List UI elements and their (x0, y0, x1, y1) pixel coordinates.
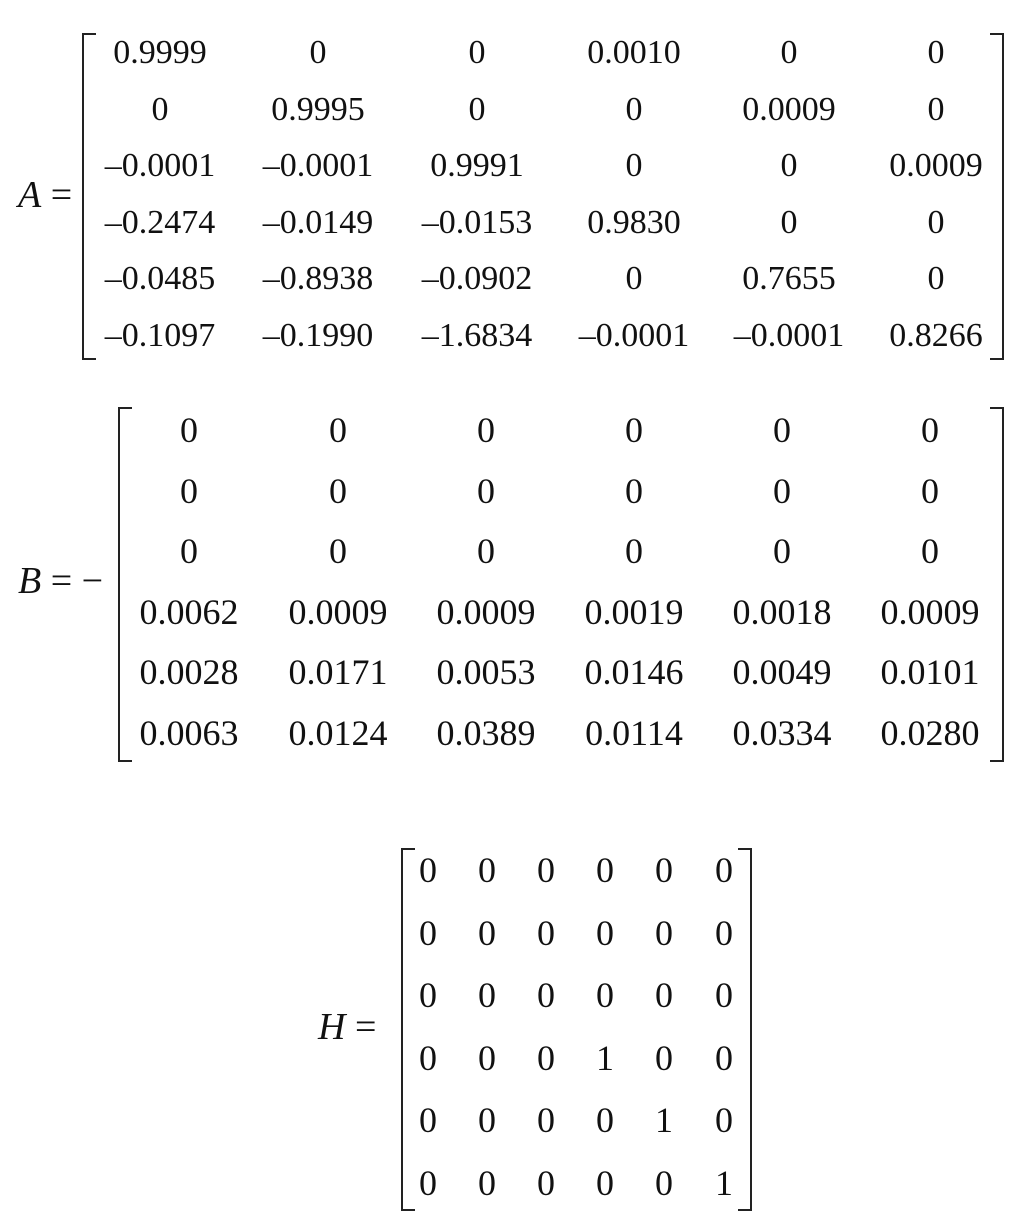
matrix-a-left-bracket (82, 33, 96, 360)
matrix-a-cell: 0 (625, 90, 643, 128)
matrix-h-cell: 0 (715, 912, 733, 953)
matrix-h-cell: 0 (715, 1100, 733, 1140)
matrix-b-cell: 0 (180, 531, 198, 571)
matrix-a-cell: 0.9830 (587, 203, 681, 241)
matrix-a-cell: –0.0485 (104, 260, 216, 297)
matrix-h-cell: 0 (537, 850, 555, 890)
matrix-a-cell: –0.1097 (104, 316, 216, 354)
matrix-b-cell: 0 (773, 470, 791, 511)
matrix-b-cell: 0 (625, 531, 643, 571)
matrix-a-cell: 0 (151, 90, 169, 128)
matrix-h-cell: 0 (478, 1162, 496, 1203)
matrix-b-cell: 0.0028 (139, 652, 239, 692)
matrix-b-cell: 0 (625, 470, 643, 511)
matrix-h-cell: 0 (478, 1100, 496, 1140)
matrix-h-cell: 1 (655, 1100, 673, 1140)
matrix-a-cell: 0 (780, 34, 798, 71)
matrix-h-cell: 0 (537, 1100, 555, 1140)
matrix-h-cell: 0 (715, 850, 733, 890)
matrix-a-cell: 0 (780, 203, 798, 241)
matrix-h-cell: 0 (537, 912, 555, 953)
matrix-h-cell: 0 (478, 975, 496, 1015)
matrix-h-cell: 0 (419, 1162, 437, 1203)
matrix-a-cell: –0.8938 (262, 260, 374, 297)
matrix-a-cell: –0.0902 (421, 260, 533, 297)
matrix-b-equals: = − (41, 560, 104, 602)
matrix-h-equals: = (345, 1006, 377, 1048)
matrix-b-cell: 0 (477, 410, 495, 450)
matrix-h-right-bracket (738, 848, 752, 1211)
matrix-b-cell: 0 (921, 470, 939, 511)
matrix-h-cell: 0 (478, 912, 496, 953)
matrix-a-cell: 0.7655 (742, 260, 836, 297)
matrix-a-cell: 0 (927, 34, 945, 71)
matrix-b-cell: 0 (921, 410, 939, 450)
matrix-b-right-bracket (990, 407, 1004, 762)
matrix-b-cell: 0.0019 (584, 591, 684, 632)
matrix-b-cell: 0.0018 (732, 591, 832, 632)
matrix-b-cell: 0.0124 (288, 712, 388, 753)
matrix-h-cell: 0 (655, 912, 673, 953)
matrix-b-label (18, 562, 103, 600)
matrix-a-cell: –0.0001 (733, 316, 845, 354)
matrix-h-name: H (318, 1006, 346, 1048)
matrix-b-cell: 0 (625, 410, 643, 450)
matrix-b-cell: 0 (773, 531, 791, 571)
matrix-a-cell: –0.0001 (104, 147, 216, 184)
matrix-a-equals: = (41, 174, 73, 216)
matrix-b-cell: 0 (329, 470, 347, 511)
matrix-a-cell: 0.9991 (430, 147, 524, 184)
matrix-b-name: B (18, 560, 42, 602)
matrix-a-cell: 0 (468, 90, 486, 128)
matrix-b-cell: 0.0062 (139, 591, 239, 632)
matrix-h-cell: 0 (596, 1162, 614, 1203)
matrix-a-cell: 0 (927, 260, 945, 297)
matrix-b-cell: 0 (180, 410, 198, 450)
matrix-a-label (18, 176, 72, 214)
matrix-h-cell: 0 (478, 850, 496, 890)
matrix-b-cell: 0 (921, 531, 939, 571)
matrix-h-cell: 0 (419, 850, 437, 890)
matrix-b-cell: 0.0146 (584, 652, 684, 692)
matrix-h-cell: 0 (715, 975, 733, 1015)
matrix-b-cell: 0.0009 (288, 591, 388, 632)
matrix-b-cell: 0 (477, 470, 495, 511)
matrix-b-cell: 0 (477, 531, 495, 571)
matrix-a-cell: –0.0149 (262, 203, 374, 241)
matrix-b-cell: 0 (329, 410, 347, 450)
matrix-h-cell: 0 (478, 1037, 496, 1078)
matrix-b-cell: 0.0171 (288, 652, 388, 692)
matrix-h-cell: 0 (537, 975, 555, 1015)
matrix-b-cell: 0 (773, 410, 791, 450)
matrix-h-label (318, 1008, 376, 1046)
matrix-a-cell: 0 (468, 34, 486, 71)
matrix-b-cell: 0.0063 (139, 712, 239, 753)
matrix-a-cell: –0.0001 (262, 147, 374, 184)
matrix-h-cell: 1 (596, 1037, 614, 1078)
matrix-b-cell: 0.0053 (436, 652, 536, 692)
matrix-a-cell: –1.6834 (421, 316, 533, 354)
matrix-b-cell: 0.0009 (880, 591, 980, 632)
matrix-b-cell: 0.0101 (880, 652, 980, 692)
matrix-b-cell: 0.0009 (436, 591, 536, 632)
matrix-h-cell: 0 (715, 1037, 733, 1078)
matrix-h-cell: 0 (596, 975, 614, 1015)
matrix-h-cell: 1 (715, 1162, 733, 1203)
matrix-a-cell: 0 (625, 260, 643, 297)
matrix-h-cell: 0 (655, 1162, 673, 1203)
matrix-h-cell: 0 (537, 1037, 555, 1078)
matrix-a-cell: 0.0010 (587, 34, 681, 71)
matrix-b-cell: 0.0389 (436, 712, 536, 753)
matrix-a-name: A (18, 174, 42, 216)
matrix-a-cell: 0.9995 (271, 90, 365, 128)
matrix-b-left-bracket (118, 407, 132, 762)
matrix-h-cell: 0 (419, 975, 437, 1015)
matrix-h-cell: 0 (419, 1100, 437, 1140)
matrix-h-cell: 0 (596, 912, 614, 953)
matrix-b-cell: 0.0049 (732, 652, 832, 692)
matrix-h-cell: 0 (596, 1100, 614, 1140)
matrix-a-cell: 0.0009 (742, 90, 836, 128)
matrix-h-cell: 0 (419, 1037, 437, 1078)
matrix-a-right-bracket (990, 33, 1004, 360)
matrix-a-cell: –0.1990 (262, 316, 374, 354)
matrix-h-cell: 0 (655, 975, 673, 1015)
matrix-b-cell: 0 (180, 470, 198, 511)
matrix-a-cell: 0.0009 (889, 147, 983, 184)
matrix-a-cell: 0 (780, 147, 798, 184)
matrix-a-cell: –0.0001 (578, 316, 690, 354)
matrix-b-cell: 0.0114 (585, 712, 683, 753)
matrix-a-cell: –0.0153 (421, 203, 533, 241)
matrix-a-cell: 0 (927, 90, 945, 128)
matrix-h-cell: 0 (596, 850, 614, 890)
matrix-b-cell: 0.0280 (880, 712, 980, 753)
matrix-a-cell: 0 (927, 203, 945, 241)
matrix-h-left-bracket (401, 848, 415, 1211)
matrix-a-cell: 0.8266 (889, 316, 983, 354)
matrix-a-cell: 0 (625, 147, 643, 184)
matrix-h-cell: 0 (537, 1162, 555, 1203)
matrix-a-cell: 0.9999 (113, 34, 207, 71)
matrix-b-cell: 0 (329, 531, 347, 571)
matrix-b-cell: 0.0334 (732, 712, 832, 753)
matrix-a-cell: –0.2474 (104, 203, 216, 241)
matrix-h-cell: 0 (655, 850, 673, 890)
matrix-h-cell: 0 (655, 1037, 673, 1078)
matrix-h-cell: 0 (419, 912, 437, 953)
matrix-a-cell: 0 (309, 34, 327, 71)
